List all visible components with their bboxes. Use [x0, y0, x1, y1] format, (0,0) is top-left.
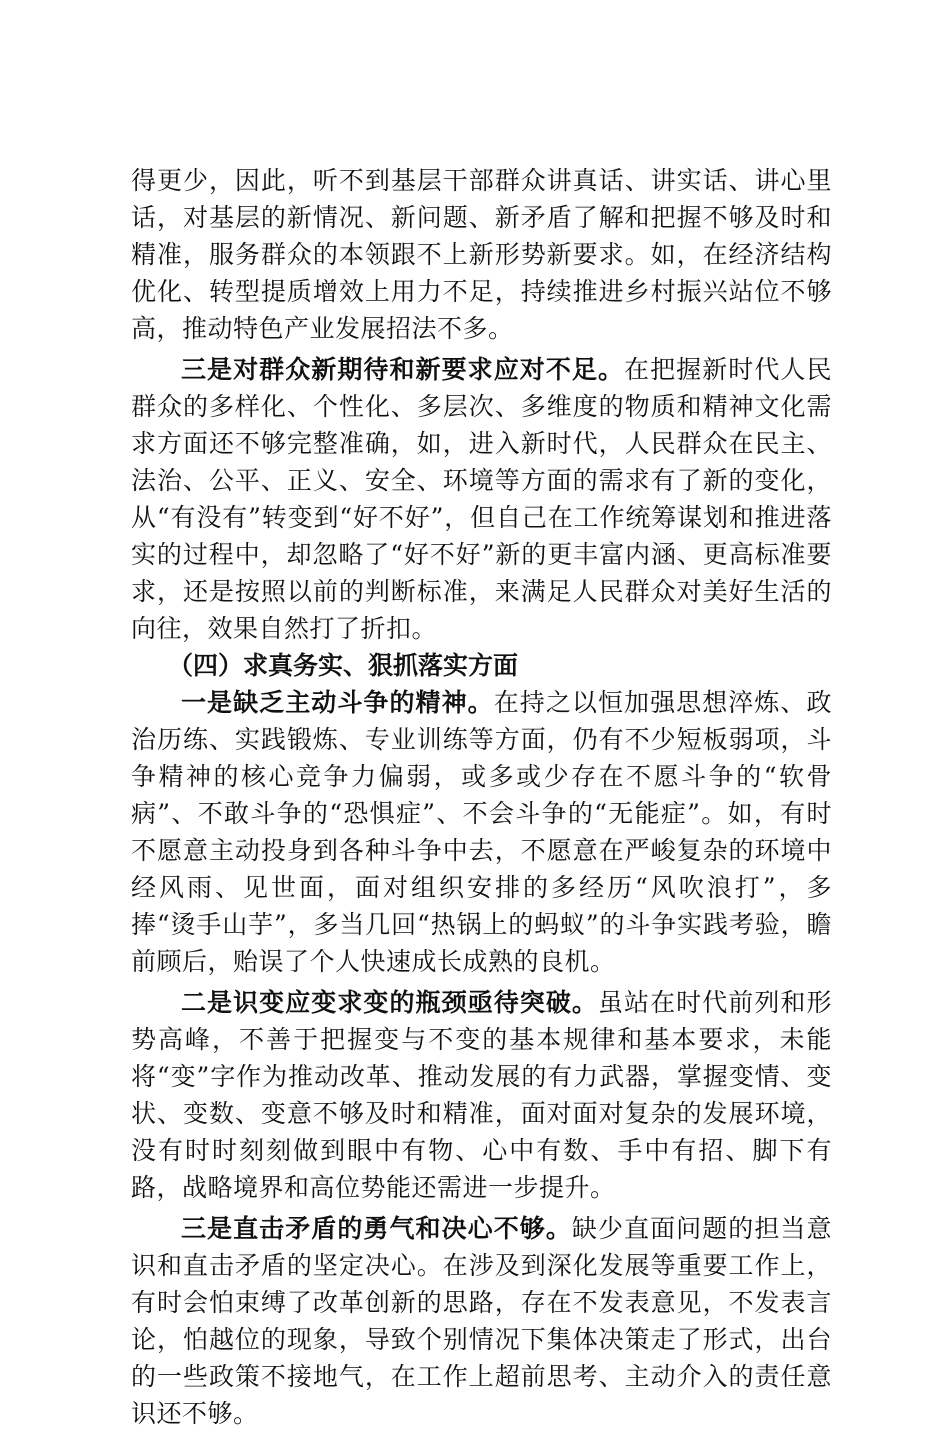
- paragraph-lead: 三是对群众新期待和新要求应对不足。: [181, 355, 625, 384]
- paragraph-lead: 一是缺乏主动斗争的精神。: [181, 688, 494, 717]
- paragraph-point-two-change: [131, 984, 832, 1206]
- paragraph-body: 虽站在时代前列和形势高峰，不善于把握变与不变的基本规律和基本要求，未能将“变”字作为推动改革、推动发展的有力武器，掌握变情、变状、变数、变意不够及时和精准，面对面对复杂的发展环境，没有时时刻刻做到眼中有物、心中有数、手中有招、脚下有路，战略境界和高位势能还需进一步提升。: [131, 988, 832, 1202]
- paragraph-body: 在把握新时代人民群众的多样化、个性化、多层次、多维度的物质和精神文化需求方面还不够完整准确，如，进入新时代，人民群众在民主、法治、公平、正义、安全、环境等方面的需求有了新的变化，从“有没有”转变到“好不好”，但自己在工作统筹谋划和推进落实的过程中，却忽略了“好不好”新的更丰富内涵、更高标准要求，还是按照以前的判断标准，来满足人民群众对美好生活的向往，效果自然打了折扣。: [131, 355, 832, 643]
- paragraph-point-one-struggle: [131, 684, 832, 980]
- paragraph-body: 在持之以恒加强思想淬炼、政治历练、实践锻炼、专业训练等方面，仍有不少短板弱项，斗争精神的核心竞争力偏弱，或多或少存在不愿斗争的“软骨病”、不敢斗争的“恐惧症”、不会斗争的“无能症”。如，有时不愿意主动投身到各种斗争中去，不愿意在严峻复杂的环境中经风雨、见世面，面对组织安排的多经历“风吹浪打”，多捧“烫手山芋”，多当几回“热锅上的蚂蚁”的斗争实践考验，瞻前顾后，贻误了个人快速成长成熟的良机。: [131, 688, 832, 976]
- paragraph-point-three-masses: [131, 351, 832, 647]
- section-heading: （四）求真务实、狠抓落实方面: [168, 651, 519, 680]
- paragraph-body: 缺少直面问题的担当意识和直击矛盾的坚定决心。在涉及到深化发展等重要工作上，有时会怕束缚了改革创新的思路，存在不发表意见，不发表言论，怕越位的现象，导致个别情况下集体决策走了形式，出台的一些政策不接地气，在工作上超前思考、主动介入的责任意识还不够。: [131, 1214, 832, 1428]
- paragraph-continuation: [131, 162, 832, 347]
- paragraph-lead: 三是直击矛盾的勇气和决心不够。: [181, 1214, 572, 1243]
- paragraph-body: 得更少，因此，听不到基层干部群众讲真话、讲实话、讲心里话，对基层的新情况、新问题、新矛盾了解和把握不够及时和精准，服务群众的本领跟不上新形势新要求。如，在经济结构优化、转型提质增效上用力不足，持续推进乡村振兴站位不够高，推动特色产业发展招法不多。: [131, 166, 832, 343]
- paragraph-point-three-courage: [131, 1210, 832, 1432]
- paragraph-lead: 二是识变应变求变的瓶颈亟待突破。: [181, 988, 598, 1017]
